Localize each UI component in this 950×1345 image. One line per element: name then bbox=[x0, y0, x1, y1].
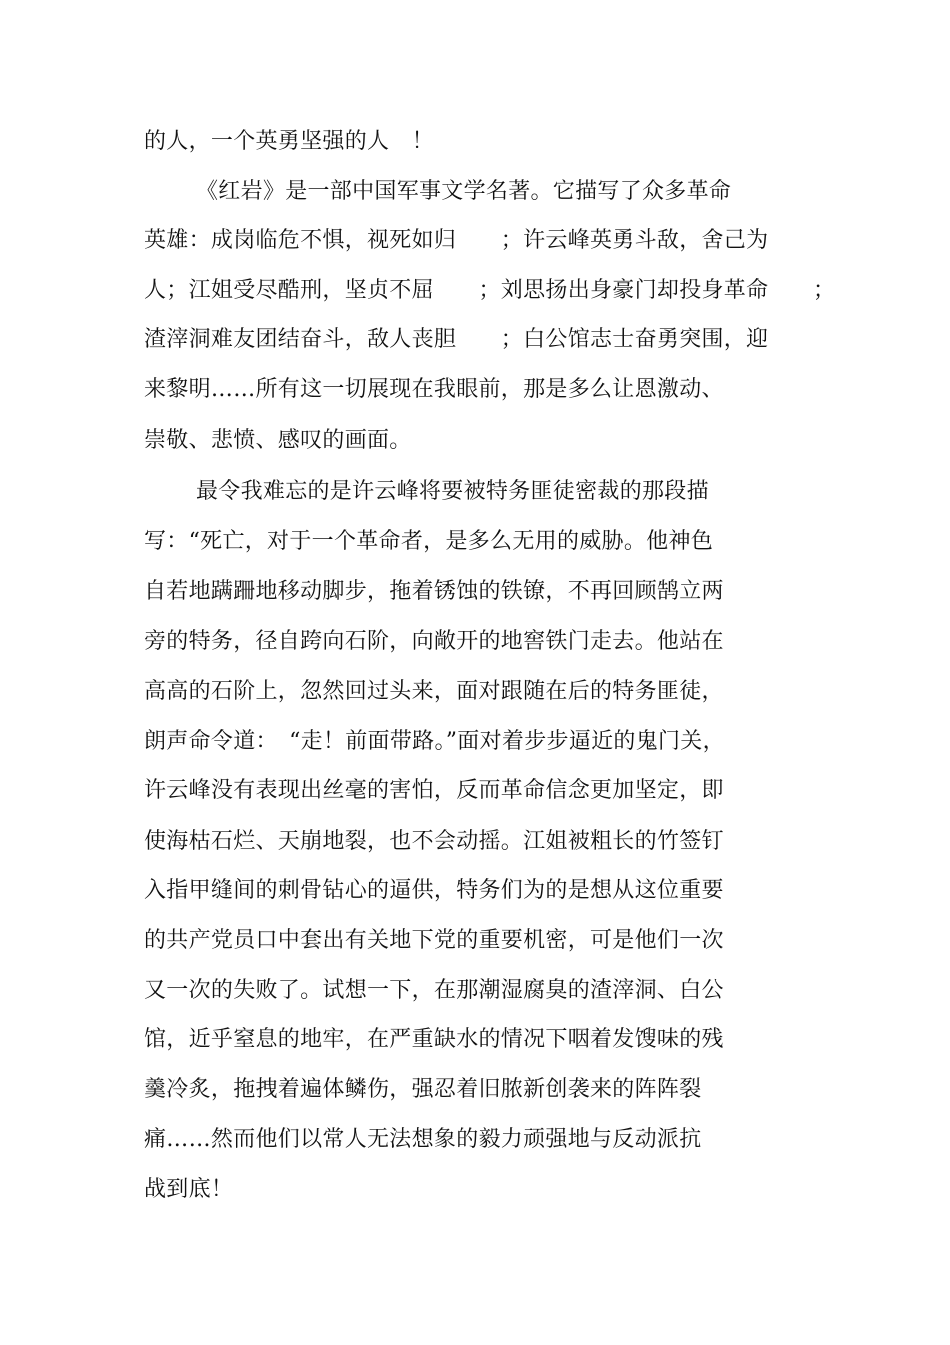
paragraph-start-line: 最令我难忘的是许云峰将要被特务匪徒密裁的那段描 bbox=[196, 479, 709, 504]
text-line: 来黎明……所有这一切展现在我眼前，那是多么让恩激动、 bbox=[144, 377, 724, 402]
text-line: 又一次的失败了。试想一下，在那潮湿腐臭的渣滓洞、白公 bbox=[144, 978, 724, 1003]
text-line: 的人，一个英勇坚强的人 ！ bbox=[144, 129, 434, 154]
text-line: 人；江姐受尽酷刑，坚贞不屈 ；刘思扬出身豪门却投身革命 ； bbox=[144, 278, 836, 303]
text-line: 写：“死亡，对于一个革命者，是多么无用的威胁。他神色 bbox=[144, 529, 714, 554]
text-line: 自若地蹒跚地移动脚步，拖着锈蚀的铁镣，不再回顾鹄立两 bbox=[144, 579, 724, 604]
text-line: 英雄：成岗临危不惧，视死如归 ；许云峰英勇斗敌，舍己为 bbox=[144, 228, 769, 253]
text-line: 馆，近乎窒息的地牢，在严重缺水的情况下咽着发馊味的残 bbox=[144, 1027, 724, 1052]
text-line: 痛……然而他们以常人无法想象的毅力顽强地与反动派抗 bbox=[144, 1127, 702, 1152]
text-line: 许云峰没有表现出丝毫的害怕，反而革命信念更加坚定，即 bbox=[144, 778, 724, 803]
text-line: 战到底！ bbox=[144, 1177, 234, 1202]
text-line: 羹冷炙，拖拽着遍体鳞伤，强忍着旧脓新创袭来的阵阵裂 bbox=[144, 1077, 702, 1102]
text-line: 入指甲缝间的刺骨钻心的逼供，特务们为的是想从这位重要 bbox=[144, 878, 724, 903]
text-line: 旁的特务，径自跨向石阶，向敞开的地窖铁门走去。他站在 bbox=[144, 629, 724, 654]
text-line: 崇敬、悲愤、感叹的画面。 bbox=[144, 428, 412, 453]
text-line: 使海枯石烂、天崩地裂，也不会动摇。江姐被粗长的竹签钉 bbox=[144, 829, 724, 854]
text-line: 朗声命令道： “走！前面带路。”面对着步步逼近的鬼门关， bbox=[144, 729, 725, 754]
paragraph-start-line: 《红岩》是一部中国军事文学名著。它描写了众多革命 bbox=[196, 179, 732, 204]
text-line: 的共产党员口中套出有关地下党的重要机密，可是他们一次 bbox=[144, 928, 724, 953]
text-line: 渣滓洞难友团结奋斗，敌人丧胆 ；白公馆志士奋勇突围，迎 bbox=[144, 327, 769, 352]
text-line: 高高的石阶上，忽然回过头来，面对跟随在后的特务匪徒， bbox=[144, 679, 724, 704]
